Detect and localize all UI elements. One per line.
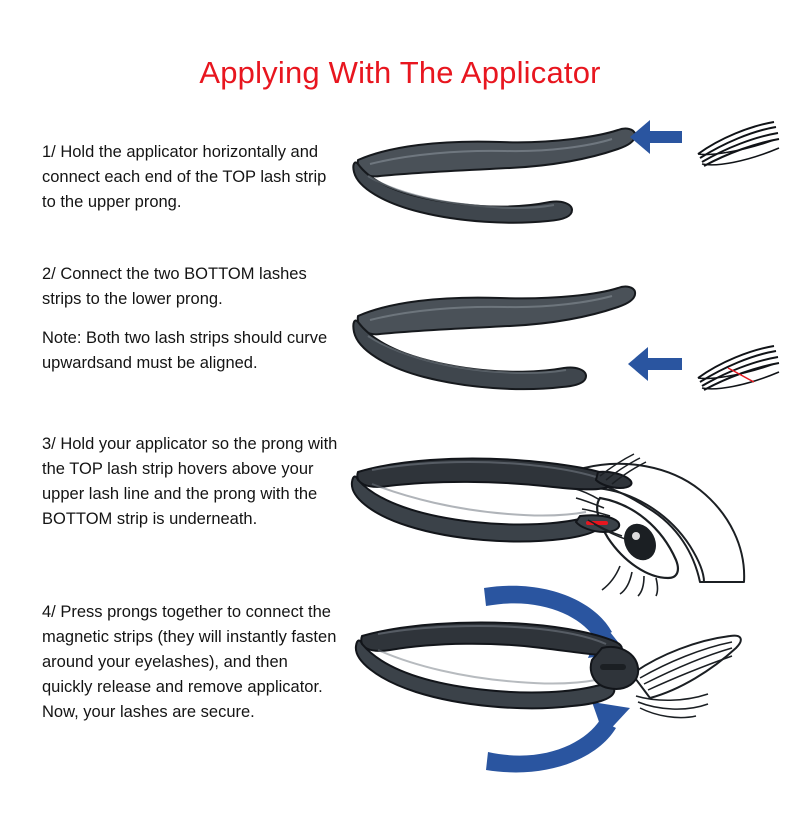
step-2-paragraph-1: 2/ Connect the two BOTTOM lashes strips to the lower prong. (42, 265, 307, 308)
step-4-paragraph-1: 4/ Press prongs together to connect the magnetic strips (they will instantly fasten around your eyelashes), and then quickly release and remove applicator. Now, your lashes are secure. (42, 603, 337, 721)
step-1-paragraph-1: 1/ Hold the applicator horizontally and connect each end of the TOP lash strip to the upper prong. (42, 143, 327, 211)
step-3 (0, 432, 800, 592)
lash-fan-illustration (632, 636, 741, 718)
step-2-text (42, 262, 342, 376)
step-2 (0, 262, 800, 402)
step-2-paragraph-2: Note: Both two lash strips should curve upwardsand must be aligned. (42, 329, 328, 372)
left-arrow-icon (630, 120, 682, 154)
applicator-icon (353, 287, 635, 390)
left-arrow-icon (628, 347, 682, 381)
curved-arrow-bottom-icon (486, 702, 630, 772)
step-3-text (42, 432, 342, 532)
applicator-at-eye-illustration (348, 442, 788, 592)
applicator-icon (353, 129, 635, 223)
applicator-pressing-lashes-illustration (350, 574, 790, 784)
step-4-text (42, 600, 342, 725)
step-3-paragraph-1: 3/ Hold your applicator so the prong with the TOP lash strip hovers above your upper lash line and the prong with the BOTTOM strip is underneath. (42, 435, 338, 528)
applicator-with-top-lash-illustration (350, 120, 780, 240)
step-1 (0, 130, 800, 240)
step-4 (0, 600, 800, 800)
applicator-with-bottom-lash-illustration (350, 282, 780, 402)
applicator-icon (356, 623, 638, 709)
page-title: Applying With The Applicator (199, 54, 601, 90)
lash-strip-icon (698, 122, 779, 166)
lash-strip-icon (698, 346, 779, 390)
step-1-text (42, 140, 342, 215)
applicator-icon (352, 459, 632, 542)
